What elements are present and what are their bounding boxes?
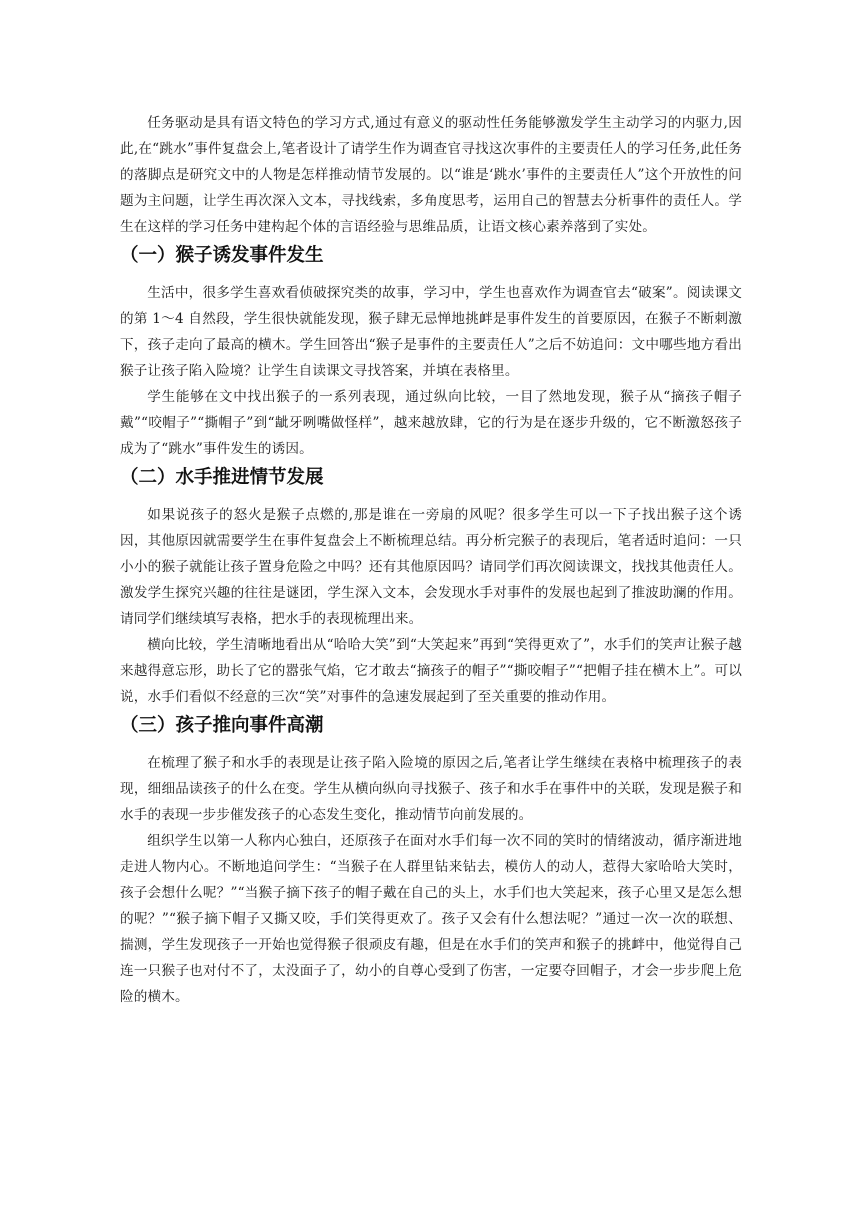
body-paragraph: 在梳理了猴子和水手的表现是让孩子陷入险境的原因之后,笔者让学生继续在表格中梳理孩子的表现，细细品读孩子的什么在变。学生从横向纵向寻找猴子、孩子和水手在事件中的关联，发现是猴子和水手的表现一步步催发孩子的心态发生变化，推动情节向前发展的。 (120, 755, 742, 823)
body-paragraph: 生活中，很多学生喜欢看侦破探究类的故事，学习中，学生也喜欢作为调查官去“破案”。阅读课文的第 1～4 自然段，学生很快就能发现，猴子肆无忌惮地挑衅是事件发生的首要原因，在猴子不断刺激下，孩子走向了最高的横木。学生回答出“猴子是事件的主要责任人”之后不妨追问：文中哪些地方看出猴子让孩子陷入险境？让学生自读课文寻找答案，并填在表格里。 (120, 285, 742, 379)
intro-paragraph: 任务驱动是具有语文特色的学习方式,通过有意义的驱动性任务能够激发学生主动学习的内驱力,因此,在“跳水”事件复盘会上,笔者设计了请学生作为调查官寻找这次事件的主要责任人的学习任务,此任务的落脚点是研究文中的人物是怎样推动情节发展的。以“谁是‘跳水’事件的主要责任人”这个开放性的问题为主问题，让学生再次深入文本，寻找线索，多角度思考，运用自己的智慧去分析事件的责任人。学生在这样的学习任务中建构起个体的言语经验与思维品质，让语文核心素养落到了实处。 (120, 115, 742, 235)
section-child (120, 712, 742, 1010)
section-title: （二）水手推进情节发展 (120, 467, 324, 488)
section-monkey (120, 242, 742, 462)
section-title: （一）猴子诱发事件发生 (120, 245, 324, 266)
section-sailors (120, 464, 742, 710)
body-paragraph: 学生能够在文中找出猴子的一系列表现，通过纵向比较，一目了然地发现，猴子从“摘孩子帽子戴”“咬帽子”“撕帽子”到“龇牙咧嘴做怪样”，越来越放肆，它的行为是在逐步升级的，它不断激怒孩子成为了“跳水”事件发生的诱因。 (120, 389, 742, 457)
body-paragraph: 组织学生以第一人称内心独白，还原孩子在面对水手们每一次不同的笑时的情绪波动，循序渐进地走进人物内心。不断地追问学生：“当猴子在人群里钻来钻去，模仿人的动人，惹得大家哈哈大笑时，孩子会想什么呢？”“当猴子摘下孩子的帽子戴在自己的头上，水手们也大笑起来，孩子心里又是怎么想的呢？”“猴子摘下帽子又撕又咬，手们笑得更欢了。孩子又会有什么想法呢？”通过一次一次的联想、揣测，学生发现孩子一开始也觉得猴子很顽皮有趣，但是在水手们的笑声和猴子的挑衅中，他觉得自己连一只猴子也对付不了，太没面子了，幼小的自尊心受到了伤害，一定要夺回帽子，才会一步步爬上危险的横木。 (120, 833, 742, 1005)
body-paragraph: 横向比较，学生清晰地看出从“哈哈大笑”到“大笑起来”再到“笑得更欢了”，水手们的笑声让猴子越来越得意忘形，助长了它的嚣张气焰，它才敢去“摘孩子的帽子”“撕咬帽子”“把帽子挂在横木上”。可以说，水手们看似不经意的三次“笑”对事件的急速发展起到了至关重要的推动作用。 (120, 637, 742, 705)
body-paragraph: 如果说孩子的怒火是猴子点燃的,那是谁在一旁扇的风呢？很多学生可以一下子找出猴子这个诱因，其他原因就需要学生在事件复盘会上不断梳理总结。再分析完猴子的表现后，笔者适时追问：一只小小的猴子就能让孩子置身危险之中吗？还有其他原因吗？请同学们再次阅读课文，找找其他责任人。激发学生探究兴趣的往往是谜团，学生深入文本，会发现水手对事件的发展也起到了推波助澜的作用。请同学们继续填写表格，把水手的表现梳理出来。 (120, 507, 742, 627)
section-title: （三）孩子推向事件高潮 (120, 715, 324, 736)
